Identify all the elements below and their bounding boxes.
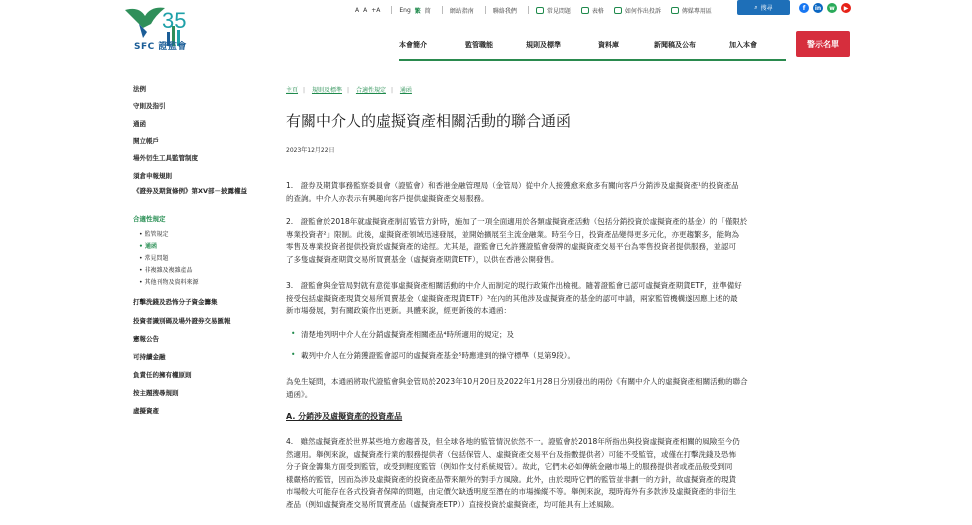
sidebar-subitem-complex-products[interactable]: • 非複雜及複雜產品	[139, 267, 193, 274]
lang-english[interactable]: Eng	[399, 6, 411, 14]
youtube-icon[interactable]: ▶	[841, 3, 851, 13]
nav-rules-standards[interactable]: 規則及標準	[526, 41, 561, 49]
lang-traditional[interactable]: 繁	[414, 7, 421, 15]
sidebar-subitem-requirements[interactable]: • 監管規定	[139, 231, 169, 238]
lang-simplified[interactable]: 简	[424, 7, 431, 15]
nav-underline	[399, 59, 786, 61]
sidebar-item-virtual-assets[interactable]: 虛擬資產	[133, 407, 159, 415]
sidebar-item-gazette[interactable]: 憲報公告	[133, 335, 159, 343]
search-button[interactable]: ⌕ 搜尋	[737, 0, 790, 15]
anniversary-number: 35	[162, 8, 187, 33]
nav-regulatory-functions[interactable]: 監管職能	[465, 41, 493, 49]
sidebar-item-investor-id[interactable]: 投資者識別碼及場外證券交易匯報	[133, 317, 231, 325]
faq-icon	[536, 7, 544, 14]
sidebar-item-search-by-topic[interactable]: 按主題搜尋規則	[133, 389, 179, 397]
paragraph-2: 2. 證監會於2018年就虛擬資產制訂監管方針時，施加了一項全面適用於各類虛擬資產活動（包括分銷投資於虛擬資產的基金）的「僅限於 專業投資者²」限制。此後，虛擬資產領域迅速發展，並開始擴展至主流金融業。時至今日，投資產品變得更多元化，亦更趨繁多，能夠為 零售及專業投資者提供投資於虛擬資產的途徑。尤其是，證監會已允許獲證監會發牌的虛擬資產交易平台為零售投資者提供服務，並認可 了多隻虛擬資產期貨交易所買賣基金（虛擬資產期貨ETF），以供在香港公開發售。	[286, 217, 748, 264]
sidebar-item-otc[interactable]: 場外衍生工具監管制度	[133, 154, 198, 162]
font-size-large[interactable]: +A	[371, 6, 381, 14]
paragraph-1: 1. 證券及期貨事務監察委員會（證監會）和香港金融管理局（金管局）從中介人接獲愈來愈多有關向客戶分銷涉及虛擬資產¹的投資產品 的查詢。中介人亦表示有興趣向客戶提供虛擬資產交易服務。	[286, 181, 739, 203]
list-item: • 載列中介人在分銷獲證監會認可的虛擬資產基金⁵時應達到的操守標準（見第9段）。	[301, 350, 575, 361]
sfc-logo-text: SFC 證監會	[134, 42, 187, 52]
forms-link[interactable]: 表格	[581, 6, 604, 15]
sidebar-subitem-publications[interactable]: • 其他刊物及資料來源	[139, 279, 199, 286]
sidebar-subitem-faq[interactable]: • 常見問題	[139, 255, 169, 262]
breadcrumb-home[interactable]: 主頁	[286, 87, 299, 94]
facebook-icon[interactable]: f	[799, 3, 809, 13]
list-item: • 清楚地列明中介人在分銷虛擬資產相關產品⁴時所適用的規定；及	[301, 329, 514, 340]
sidebar-item-short-position[interactable]: 須倉申報規則	[133, 172, 172, 180]
faq-link[interactable]: 常見問題	[536, 6, 571, 15]
breadcrumb-circulars[interactable]: 通函	[399, 87, 412, 94]
sidebar-item-stewardship[interactable]: 負責任的擁有權原則	[133, 371, 192, 379]
nav-about[interactable]: 本會簡介	[399, 41, 427, 49]
breadcrumb: 主頁 | 規則及標準 | 合適性規定 | 通函	[286, 87, 412, 94]
font-size-medium[interactable]: A	[363, 6, 368, 14]
utility-bar	[355, 4, 716, 16]
nav-news[interactable]: 新聞稿及公布	[654, 41, 696, 49]
font-size-small[interactable]: A	[355, 6, 360, 14]
sidebar-item-suitability[interactable]: 合適性規定	[133, 215, 166, 223]
search-icon: ⌕	[754, 3, 758, 11]
paragraph-3: 3. 證監會與金管局對就有意從事虛擬資產相關活動的中介人而制定的現行政策作出檢視。隨著證監會已認可虛擬資產期貨ETF，並準備好 接受包括虛擬資產現貨交易所買賣基金（虛擬資產現貨ETF）³在內的其他涉及虛擬資產的基金的認可申請，兩家監管機構遂因應上述的最 新市場發展，對有關政策作出更新。具體來說，經更新後的本通函：	[286, 281, 742, 315]
breadcrumb-rules[interactable]: 規則及標準	[311, 87, 342, 94]
sidebar-item-codes[interactable]: 守則及指引	[133, 102, 166, 110]
sidebar-item-aml[interactable]: 打擊洗錢及恐怖分子資金籌集	[133, 298, 218, 306]
contact-link[interactable]: 聯絡我們	[492, 7, 517, 15]
nav-database[interactable]: 資料庫	[598, 41, 619, 49]
linkedin-icon[interactable]: in	[814, 4, 822, 12]
sitemap-link[interactable]: 網站指南	[449, 7, 474, 15]
media-link[interactable]: 傳媒專用區	[671, 6, 712, 15]
sidebar-item-sustainable-finance[interactable]: 可持續金融	[133, 353, 166, 361]
sidebar-subitem-circulars[interactable]: • 通函	[139, 243, 157, 250]
social-links	[799, 3, 855, 13]
main-navigation	[399, 40, 779, 50]
alert-list-button[interactable]: 警示名單	[796, 31, 850, 57]
media-icon	[671, 7, 679, 14]
complaints-link[interactable]: 如何作出投訴	[614, 6, 661, 15]
sidebar-item-sfo-xv[interactable]: 《證券及期貨條例》第XV部－披露權益	[133, 187, 248, 195]
wechat-icon[interactable]: w	[827, 3, 837, 13]
page-title: 有關中介人的虛擬資產相關活動的聯合通函	[286, 112, 572, 130]
publish-date: 2023年12月22日	[286, 147, 335, 154]
sidebar-item-circulars[interactable]: 通函	[133, 120, 146, 128]
section-heading-a: A. 分銷涉及虛擬資產的投資產品	[286, 412, 403, 421]
sidebar-item-account-opening[interactable]: 開立帳戶	[133, 137, 159, 145]
sidebar-item-legislation[interactable]: 法例	[133, 85, 146, 93]
nav-careers[interactable]: 加入本會	[729, 41, 757, 49]
forms-icon	[581, 7, 589, 14]
breadcrumb-suitability[interactable]: 合適性規定	[355, 87, 386, 94]
paragraph-5: 4. 雖然虛擬資產於世界某些地方愈趨普及，但全球各地的監管情況依然不一。證監會於2018年所指出與投資虛擬資產相關的風險至今仍 然適用。舉例來說，虛擬資產行業的服務提供者（包括保管人、虛擬資產交易平台及指數提供者）可能不受監管，或僅在打擊洗錢及恐怖 分子資金籌集方面受到監管，或受到輕度監管（例如作支付系統規管）。故此，它們未必如傳統金融市場上的服務提供者或產品般受到同 樣嚴格的監管，因而為涉及虛擬資產的投資產品帶來額外的對手方風險。此外，由於現時它們的監管並非劃一的方針，故虛擬資產的現貨 市場較大可能存在各式投資者保障的問題，由定價欠缺透明度至潛在的市場操縱不等。舉例來說，現時海外有多款涉及虛擬資產的非衍生 產品（例如虛擬資產交易所買賣產品（虛擬資產ETP））直接投資於虛擬資產，均可能具有上述風險。	[286, 437, 740, 509]
paragraph-4: 為免生疑問，本通函將取代證監會與金管局於2023年10月20日及2022年1月28日分別發出的兩份《有關中介人的虛擬資產相關活動的聯合 通函》。	[286, 377, 748, 399]
complaints-icon	[614, 7, 622, 14]
